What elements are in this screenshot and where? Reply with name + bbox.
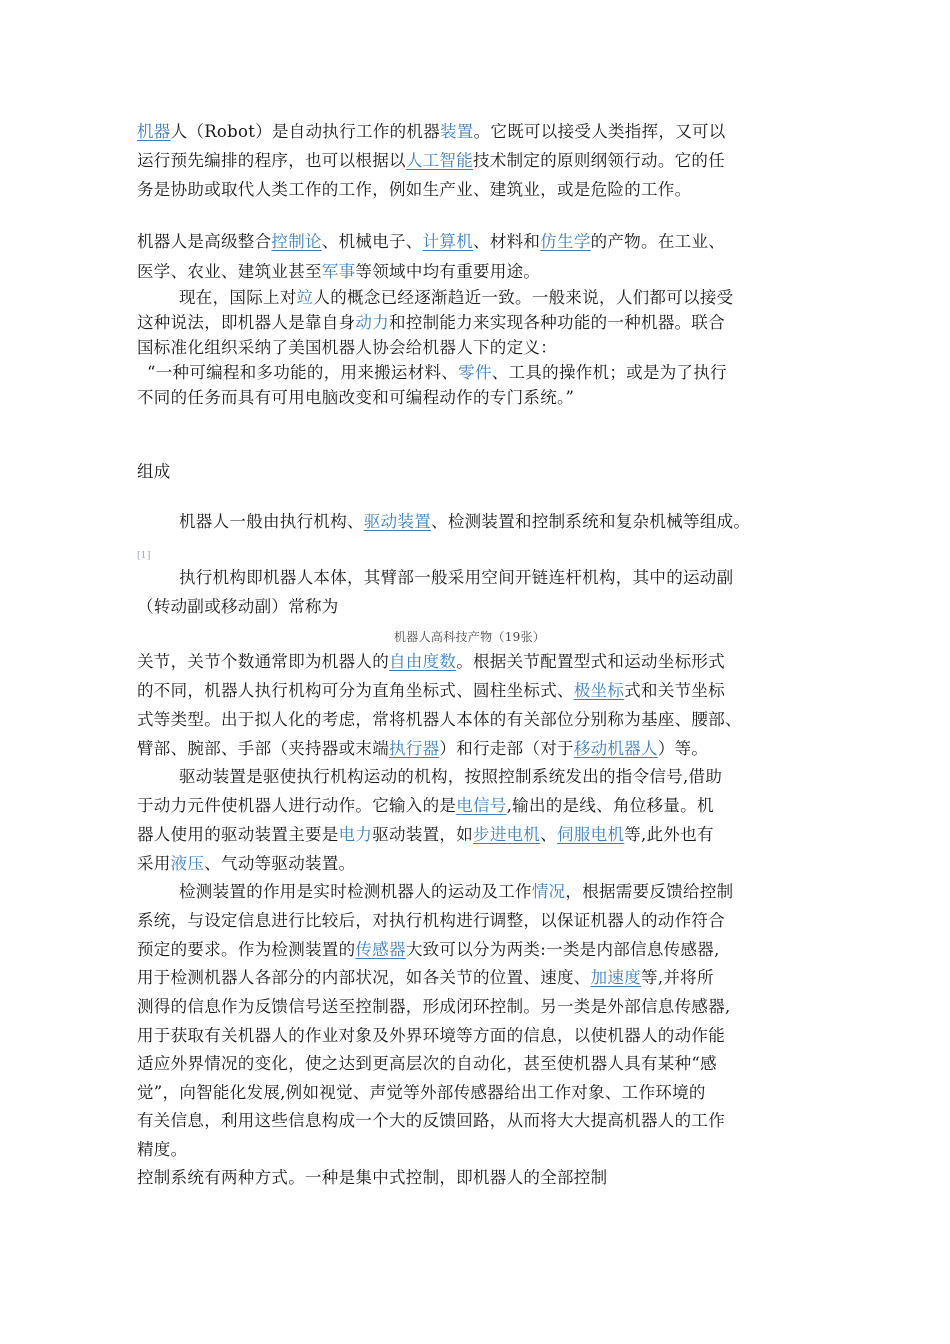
p8-line9: 有关信息，利用这些信息构成一个大的反馈回路，从而将大大提高机器人的工作: [137, 1111, 725, 1130]
link-electric-signal[interactable]: 电信号: [456, 796, 507, 815]
text: 。根据关节配置型式和运动坐标形式: [456, 652, 726, 671]
link-drive-device[interactable]: 驱动装置: [363, 512, 432, 531]
link-robot-char[interactable]: 竝: [296, 288, 314, 307]
link-computer[interactable]: 计算机: [422, 232, 474, 251]
p8-line1: [179, 878, 733, 902]
p4-line1: [179, 508, 750, 532]
text: 等,此外也有: [624, 825, 714, 844]
link-acceleration[interactable]: 加速度: [590, 968, 642, 987]
text: ）等。: [657, 739, 709, 758]
p1-line1: [137, 118, 726, 142]
p1-line3: 务是协助或取代人类工作的工作，例如生产业、建筑业，或是危险的工作。: [137, 180, 692, 199]
text: 人（Robot）是自动执行工作的机器: [170, 122, 440, 141]
link-dof[interactable]: 自由度数: [389, 652, 457, 671]
text: 、工具的操作机；或是为了执行: [491, 363, 727, 382]
link-sensor[interactable]: 传感器: [355, 940, 406, 959]
p9-line1: 控制系统有两种方式。一种是集中式控制，即机器人的全部控制: [137, 1168, 608, 1187]
text: 的产物。在工业、: [590, 232, 726, 251]
p7-line1: 驱动装置是驱使执行机构运动的机构，按照控制系统发出的指令信号,借助: [179, 767, 723, 786]
link-mobile-robot[interactable]: 移动机器人: [573, 739, 658, 758]
caption-count[interactable]: （19张）: [492, 630, 546, 644]
footnote-ref[interactable]: [137, 543, 151, 562]
link-military[interactable]: 军事: [321, 262, 356, 281]
text: 运行预先编排的程序，也可以根据以: [137, 151, 406, 170]
text: 臂部、腕部、手部（夹持器或末端: [137, 739, 389, 758]
text: 这种说法，即机器人是靠自身: [137, 313, 356, 332]
text: 于动力元件使机器人进行动作。它输入的是: [137, 796, 457, 815]
p8-line5: 测得的信息作为反馈信号送至控制器，形成闭环控制。另一类是外部信息传感器,: [137, 997, 731, 1016]
p8-line7: 适应外界情况的变化，使之达到更高层次的自动化，甚至使机器人具有某种“感: [137, 1054, 717, 1073]
p7-line3: [137, 821, 714, 845]
p6-line1: [137, 648, 725, 672]
text: 人的概念已经逐渐趋近一致。一般来说，人们都可以接受: [313, 288, 734, 307]
p3-line4: [147, 359, 727, 383]
text: 驱动装置，如: [372, 825, 474, 844]
p8-line8: 觉”，向智能化发展,例如视觉、声觉等外部传感器给出工作对象、工作环境的: [137, 1083, 706, 1102]
p2-line2: [137, 258, 540, 282]
text: 等领域中均有重要用途。: [355, 262, 541, 281]
p1-line2: [137, 147, 725, 171]
caption-text[interactable]: 机器人高科技产物: [394, 630, 493, 644]
link-situation[interactable]: 情况: [531, 882, 566, 901]
p8-line10: 精度。: [137, 1140, 188, 1159]
text: 机器人一般由执行机构、: [179, 512, 364, 531]
image-caption[interactable]: [394, 626, 545, 645]
text: ，根据需要反馈给控制: [565, 882, 734, 901]
text: 医学、农业、建筑业甚至: [137, 262, 322, 281]
reference-marker[interactable]: [1]: [137, 551, 151, 561]
p5-line1: 执行机构即机器人本体，其臂部一般采用空间开链连杆机构，其中的运动副: [179, 568, 734, 587]
p3-line1: [179, 284, 733, 308]
p8-line3: [137, 936, 720, 960]
text: 的不同，机器人执行机构可分为直角坐标式、圆柱坐标式、: [137, 681, 574, 700]
text: 大致可以分为两类:一类是内部信息传感器,: [405, 940, 720, 959]
link-servo-motor[interactable]: 伺服电机: [557, 825, 625, 844]
text: 和控制能力来实现各种功能的一种机器。联合: [389, 313, 726, 332]
link-electric-power[interactable]: 电力: [338, 825, 373, 844]
p8-line4: [137, 964, 714, 988]
text: 采用: [137, 854, 171, 873]
p2-line1: [137, 228, 725, 252]
text: 关节，关节个数通常即为机器人的: [137, 652, 389, 671]
p3-line3: 国标准化组织采纳了美国机器人协会给机器人下的定义：: [137, 338, 557, 357]
p6-line4: [137, 735, 708, 759]
p6-line2: [137, 677, 725, 701]
link-parts[interactable]: 零件: [458, 363, 492, 382]
section-heading: 组成: [137, 462, 171, 481]
p6-line3: 式等类型。出于拟人化的考虑，常将机器人本体的有关部位分别称为基座、腰部、: [137, 710, 742, 729]
text: 器人使用的驱动装置主要是: [137, 825, 339, 844]
text: “一种可编程和多功能的，用来搬运材料、: [147, 363, 459, 382]
text: 、: [540, 825, 558, 844]
link-device[interactable]: 装置: [440, 122, 474, 141]
text: 、气动等驱动装置。: [204, 854, 356, 873]
p7-line4: [137, 850, 355, 874]
text: ）和行走部（对于: [439, 739, 574, 758]
text: ,输出的是线、角位移量。机: [506, 796, 714, 815]
text: 。它既可以接受人类指挥，又可以: [473, 122, 726, 141]
text: 、机械电子、: [321, 232, 423, 251]
p7-line2: [137, 792, 714, 816]
link-ai[interactable]: 人工智能: [405, 151, 474, 170]
link-actuator[interactable]: 执行器: [389, 739, 440, 758]
text: 技术制定的原则纲领行动。它的任: [473, 151, 726, 170]
link-power[interactable]: 动力: [355, 313, 390, 332]
text: 检测装置的作用是实时检测机器人的运动及工作: [179, 882, 532, 901]
p5-line2: （转动副或移动副）常称为: [137, 597, 339, 616]
text: 用于检测机器人各部分的内部状况，如各关节的位置、速度、: [137, 968, 591, 987]
text: 等,并将所: [641, 968, 714, 987]
text: 现在，国际上对: [179, 288, 297, 307]
link-robot[interactable]: 机器: [137, 122, 171, 141]
link-hydraulic[interactable]: 液压: [170, 854, 205, 873]
link-bionics[interactable]: 仿生学: [540, 232, 591, 251]
p3-line5: 不同的任务而具有可用电脑改变和可编程动作的专门系统。”: [137, 388, 575, 407]
link-polar[interactable]: 极坐标: [573, 681, 625, 700]
link-stepper-motor[interactable]: 步进电机: [473, 825, 541, 844]
p3-line2: [137, 309, 725, 333]
text: 、材料和: [473, 232, 541, 251]
p8-line6: 用于获取有关机器人的作业对象及外界环境等方面的信息，以使机器人的动作能: [137, 1026, 725, 1045]
text: 、检测装置和控制系统和复杂机械等组成。: [431, 512, 751, 531]
link-cybernetics[interactable]: 控制论: [271, 232, 322, 251]
p8-line2: 系统，与设定信息进行比较后，对执行机构进行调整，以保证机器人的动作符合: [137, 911, 725, 930]
text: 预定的要求。作为检测装置的: [137, 940, 356, 959]
text: 式和关节坐标: [624, 681, 726, 700]
text: 机器人是高级整合: [137, 232, 272, 251]
